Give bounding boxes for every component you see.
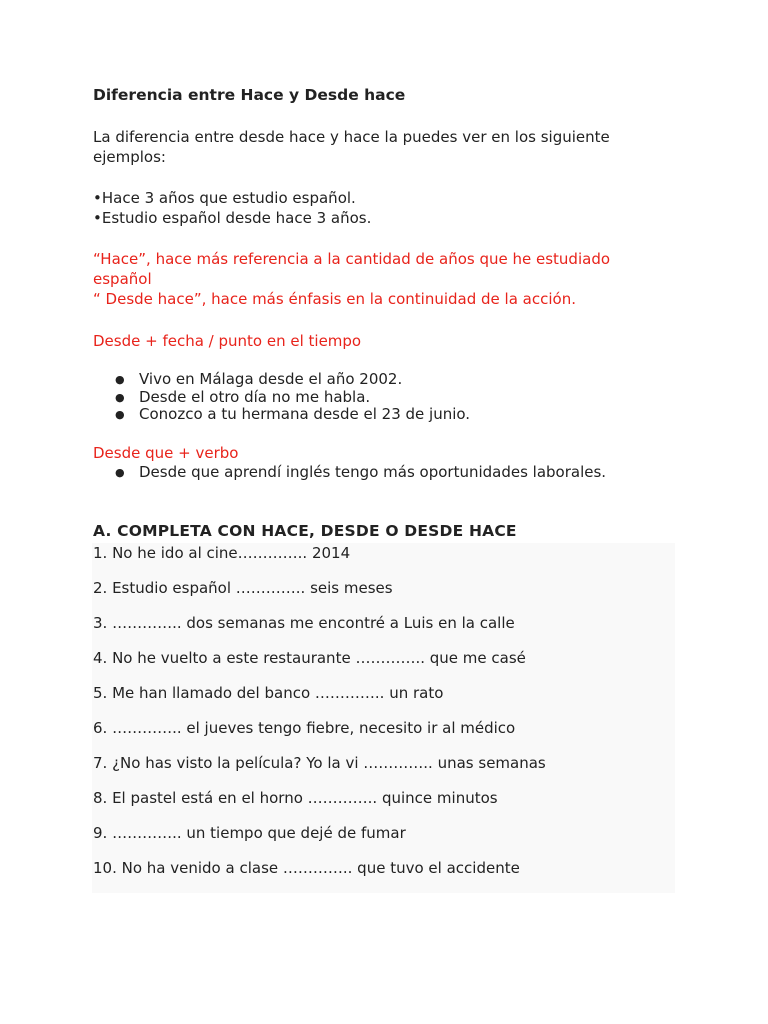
list-item: ● Desde el otro día no me habla.	[115, 387, 371, 406]
exercise-item-9: 9. ………….. un tiempo que dejé de fumar	[93, 824, 406, 842]
intro-paragraph: La diferencia entre desde hace y hace la puedes ver en los siguiente ejemplos:	[93, 128, 610, 166]
exercise-title: A. COMPLETA CON HACE, DESDE O DESDE HACE	[93, 522, 517, 540]
exercise-item-10: 10. No ha venido a clase ………….. que tuvo el accidente	[93, 859, 520, 877]
exercise-item-5: 5. Me han llamado del banco ………….. un rato	[93, 684, 444, 702]
exercise-item-7: 7. ¿No has visto la película? Yo la vi ………….. unas semanas	[93, 754, 546, 772]
explanation-hace: “Hace”, hace más referencia a la cantidad de años que he estudiado español	[93, 250, 611, 288]
desde-que-heading: Desde que + verbo	[93, 444, 239, 462]
exercise-item-1: 1. No he ido al cine………….. 2014	[93, 544, 351, 562]
page-title: Diferencia entre Hace y Desde hace	[93, 86, 406, 104]
explanation-block	[93, 249, 653, 309]
desde-fecha-heading: Desde + fecha / punto en el tiempo	[93, 332, 362, 350]
list-item: ● Desde que aprendí inglés tengo más oportunidades laborales.	[115, 463, 607, 481]
explanation-desde-hace: “ Desde hace”, hace más énfasis en la continuidad de la acción.	[93, 290, 576, 308]
bullet-icon: ●	[115, 390, 125, 404]
exercise-item-8: 8. El pastel está en el horno ………….. quince minutos	[93, 789, 498, 807]
exercise-list	[93, 543, 546, 893]
desde-que-list	[115, 464, 606, 482]
bullet-icon: ●	[115, 466, 125, 479]
exercise-item-3: 3. ………….. dos semanas me encontré a Luis en la calle	[93, 614, 515, 632]
exercise-item-6: 6. ………….. el jueves tengo fiebre, necesito ir al médico	[93, 719, 516, 737]
desde-fecha-list	[115, 371, 470, 424]
bullet-icon: ●	[115, 373, 125, 386]
exercise-item-4: 4. No he vuelto a este restaurante ………….. que me casé	[93, 649, 526, 667]
bullet-icon: ●	[115, 408, 125, 421]
example-line-2: •Estudio español desde hace 3 años.	[93, 209, 372, 227]
exercise-item-2: 2. Estudio español ………….. seis meses	[93, 579, 393, 597]
list-item: ● Conozco a tu hermana desde el 23 de junio.	[115, 405, 471, 423]
example-line-1: •Hace 3 años que estudio español.	[93, 189, 356, 207]
list-item: ● Vivo en Málaga desde el año 2002.	[115, 370, 403, 388]
